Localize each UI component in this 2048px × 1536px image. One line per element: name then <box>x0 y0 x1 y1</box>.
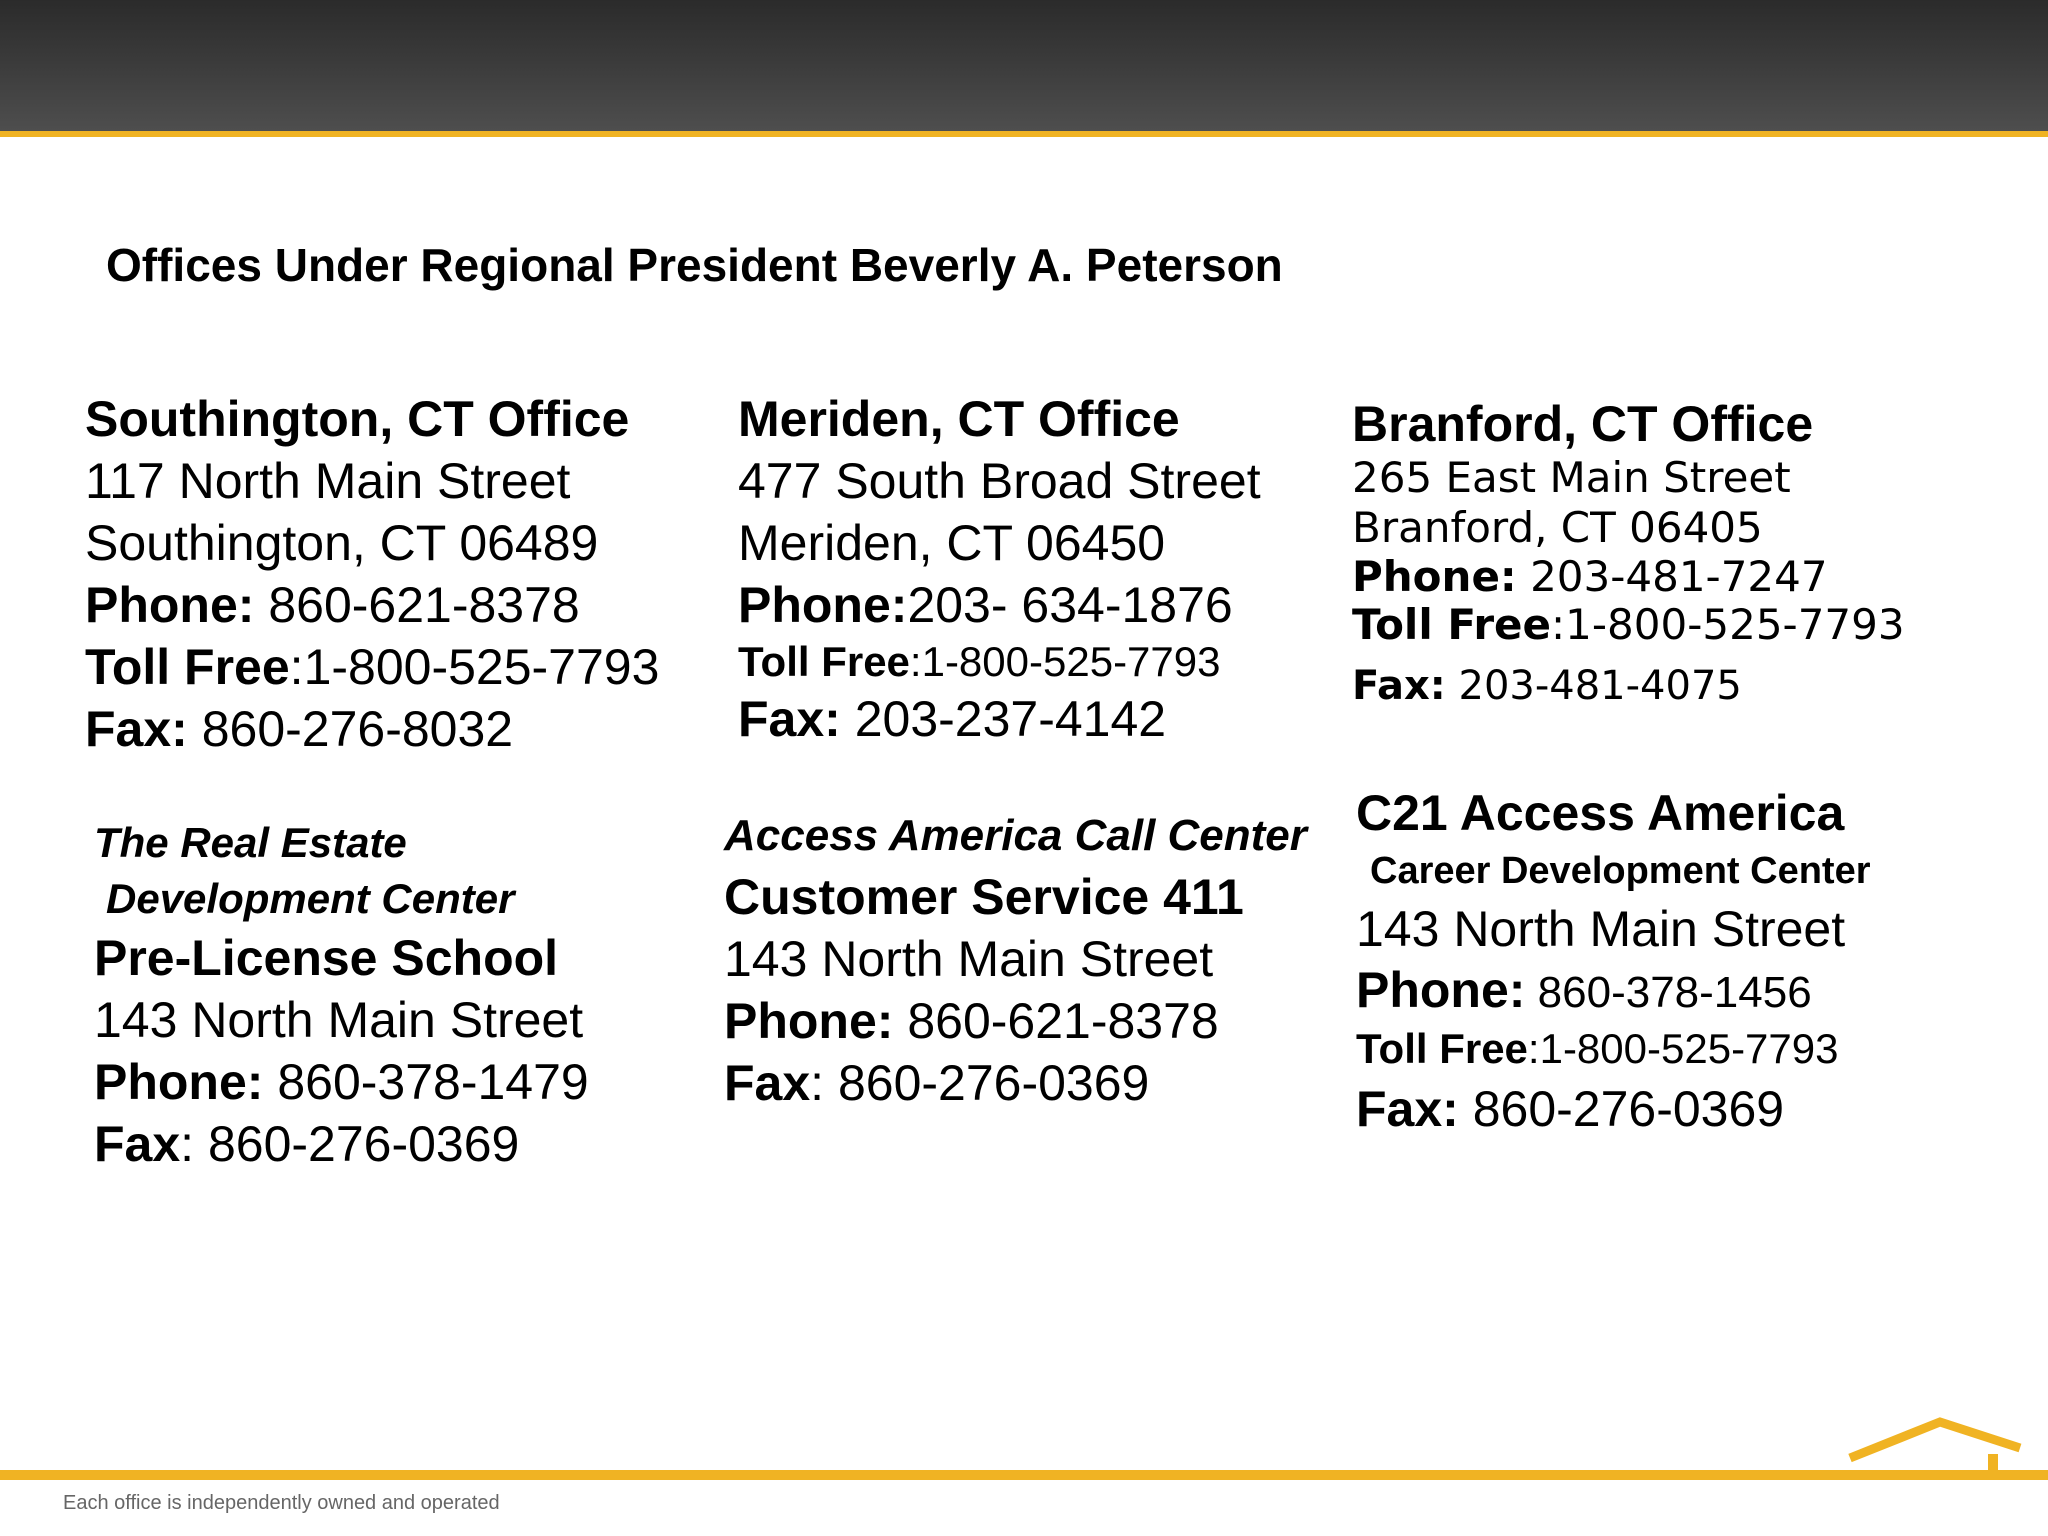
footer-note: Each office is independently owned and operated <box>63 1492 500 1514</box>
header-accent-stripe <box>0 131 2048 137</box>
tollfree-value: :1-800-525-7793 <box>289 639 660 695</box>
office-phone <box>94 1051 589 1113</box>
phone-label: Phone: <box>94 1054 264 1110</box>
office-city: Meriden, CT 06450 <box>738 515 1166 571</box>
office-tollfree <box>1352 601 1905 649</box>
fax-value: 860-276-0369 <box>824 1055 1150 1111</box>
office-street: 477 South Broad Street <box>738 453 1261 509</box>
office-tollfree <box>738 636 1261 688</box>
tollfree-value: :1-800-525-7793 <box>909 638 1221 685</box>
office-southington <box>85 388 659 760</box>
phone-value: 860-621-8378 <box>893 993 1219 1049</box>
phone-label: Phone: <box>1356 962 1526 1018</box>
tollfree-label: Toll Free <box>1356 1025 1528 1072</box>
office-fax <box>724 1052 1307 1114</box>
office-fax <box>738 688 1261 750</box>
office-phone <box>1352 553 1905 601</box>
office-phone <box>85 574 659 636</box>
center-subtitle: Career Development Center <box>1370 850 1871 892</box>
tollfree-value: :1-800-525-7793 <box>1527 1025 1839 1072</box>
office-name: Meriden, CT Office <box>738 391 1180 447</box>
office-real-estate-school <box>94 815 589 1175</box>
office-tollfree <box>85 636 659 698</box>
fax-label: Fax: <box>1352 663 1446 709</box>
phone-label: Phone: <box>738 577 908 633</box>
office-name: Southington, CT Office <box>85 391 630 447</box>
office-street: 143 North Main Street <box>1356 901 1846 957</box>
office-city: Branford, CT 06405 <box>1352 503 1763 552</box>
office-fax <box>1356 1078 1871 1140</box>
phone-value: 860-378-1479 <box>263 1054 589 1110</box>
office-tollfree <box>1356 1020 1871 1078</box>
header-bar <box>0 0 2048 131</box>
tollfree-label: Toll Free <box>1352 600 1552 649</box>
center-subtitle: Customer Service 411 <box>724 869 1244 925</box>
fax-value: 203-237-4142 <box>840 691 1167 747</box>
fax-value: 860-276-0369 <box>194 1116 520 1172</box>
center-title-line1: The Real Estate <box>94 819 407 866</box>
footer-accent-stripe <box>0 1470 2048 1480</box>
phone-value: 860-621-8378 <box>254 577 580 633</box>
office-meriden <box>738 388 1261 750</box>
fax-value: 860-276-0369 <box>1458 1081 1785 1137</box>
center-title-line2: Development Center <box>106 875 515 922</box>
fax-label: Fax: <box>85 701 188 757</box>
center-title: C21 Access America <box>1356 785 1845 841</box>
page-title: Offices Under Regional President Beverly A. Peterson <box>106 239 1283 291</box>
fax-colon: : <box>810 1055 825 1111</box>
office-city: Southington, CT 06489 <box>85 515 599 571</box>
office-street: 143 North Main Street <box>94 992 584 1048</box>
phone-value: 203- 634-1876 <box>907 577 1233 633</box>
office-phone <box>738 574 1261 636</box>
phone-label: Phone: <box>1352 552 1517 601</box>
fax-label: Fax <box>724 1055 811 1111</box>
fax-value: 860-276-8032 <box>187 701 514 757</box>
phone-label: Phone: <box>724 993 894 1049</box>
office-street: 117 North Main Street <box>85 453 571 509</box>
fax-label: Fax <box>94 1116 181 1172</box>
office-call-center <box>724 806 1307 1114</box>
office-phone <box>724 990 1307 1052</box>
fax-label: Fax: <box>1356 1081 1459 1137</box>
office-street: 265 East Main Street <box>1352 453 1791 502</box>
office-branford <box>1352 395 1905 715</box>
center-subtitle: Pre-License School <box>94 930 559 986</box>
office-fax <box>85 698 659 760</box>
tollfree-label: Toll Free <box>738 638 910 685</box>
tollfree-value: :1-800-525-7793 <box>1551 600 1905 649</box>
office-fax <box>94 1113 589 1175</box>
office-name: Branford, CT Office <box>1352 396 1814 452</box>
office-phone <box>1356 960 1871 1020</box>
office-street: 143 North Main Street <box>724 931 1214 987</box>
phone-label: Phone: <box>85 577 255 633</box>
office-career-center <box>1356 782 1871 1140</box>
phone-value: 203-481-7247 <box>1516 552 1828 601</box>
center-title: Access America Call Center <box>724 811 1307 860</box>
tollfree-label: Toll Free <box>85 639 290 695</box>
fax-colon: : <box>180 1116 195 1172</box>
fax-label: Fax: <box>738 691 841 747</box>
phone-value: 860-378-1456 <box>1525 968 1812 1017</box>
office-fax <box>1352 649 1905 715</box>
fax-value: 203-481-4075 <box>1445 663 1742 709</box>
